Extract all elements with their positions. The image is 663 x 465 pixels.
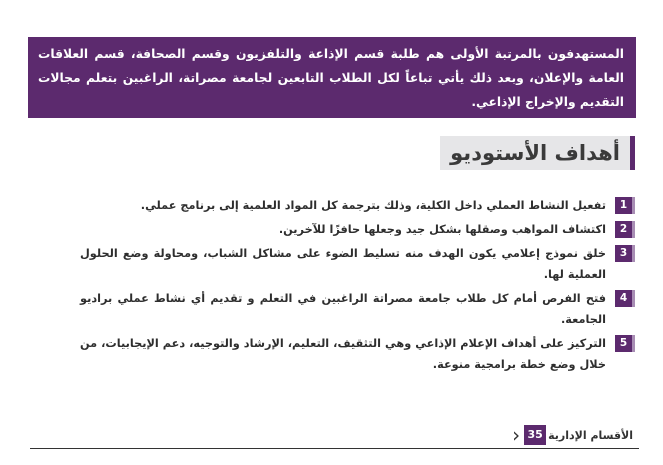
chevron-left-icon[interactable]: ‹ <box>512 423 521 447</box>
goal-text: اكتشاف المواهب وصقلها بشكل جيد وجعلها حافزًا للآخرين. <box>278 223 606 236</box>
goal-number: 5 <box>615 335 635 352</box>
goal-item <box>80 243 635 285</box>
footer-section-title: الأقسام الإدارية <box>548 428 633 442</box>
goals-list <box>80 195 635 378</box>
goal-text: فتح الفرص أمام كل طلاب جامعة مصراتة الراغبين في التعلم و تقديم أي نشاط عملي براديو الجامعة. <box>80 292 606 326</box>
section-heading <box>440 136 635 170</box>
section-heading-title: أهداف الأستوديو <box>450 141 620 165</box>
goal-text: تفعيل النشاط العملي داخل الكلية، وذلك بترجمة كل المواد العلمية إلى برنامج عملي. <box>140 199 606 212</box>
goal-number: 1 <box>615 197 635 214</box>
goal-item <box>80 288 635 330</box>
goal-number: 2 <box>615 221 635 238</box>
goal-number: 3 <box>615 245 635 262</box>
goal-item <box>80 195 635 216</box>
goal-text: خلق نموذج إعلامي يكون الهدف منه تسليط الضوء على مشاكل الشباب، ومحاولة وضع الحلول العملية لها. <box>80 247 606 281</box>
intro-text: المستهدفون بالمرتبة الأولى هم طلبة قسم الإذاعة والتلفزيون وقسم الصحافة، قسم العلاقات العامة والإعلان، وبعد ذلك يأتي تباعاً لكل الطلاب التابعين لجامعة مصراتة، الراغبين بتعلم مجالات التقديم والإخراج الإذاعي. <box>38 47 624 109</box>
goal-item <box>80 219 635 240</box>
goal-item <box>80 333 635 375</box>
goal-number: 4 <box>615 290 635 307</box>
footer-divider <box>30 448 639 449</box>
page-number: 35 <box>524 425 546 445</box>
intro-banner <box>28 37 636 118</box>
goal-text: التركيز على أهداف الإعلام الإذاعي وهي التثقيف، التعليم، الإرشاد والتوجيه، دعم الإيجابيات، من خلال وضع خطة برامجية منوعة. <box>80 337 606 371</box>
page-footer <box>30 424 639 446</box>
